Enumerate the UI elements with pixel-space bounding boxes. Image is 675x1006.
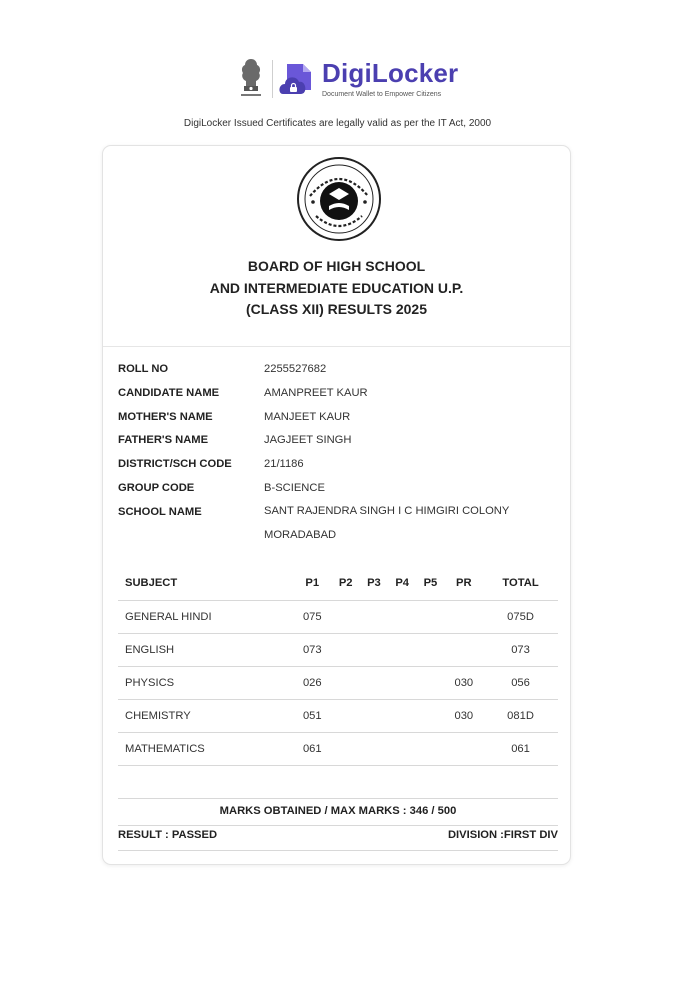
legal-note: DigiLocker Issued Certificates are legally valid as per the IT Act, 2000	[183, 118, 492, 129]
detail-value: B-SCIENCE	[264, 481, 325, 494]
subject-cell: MATHEMATICS	[118, 733, 293, 766]
national-emblem-icon	[235, 56, 267, 100]
detail-value: JAGJEET SINGH	[264, 434, 352, 447]
result-row	[118, 824, 558, 851]
detail-label: DISTRICT/SCH CODE	[118, 458, 232, 471]
detail-value: MANJEET KAUR	[264, 410, 351, 423]
brand-tagline: Document Wallet to Empower Citizens	[322, 91, 442, 98]
detail-value: 2255527682	[264, 363, 327, 375]
marks-cell	[332, 601, 360, 634]
total-cell: 081D	[483, 700, 558, 733]
board-title-line: AND INTERMEDIATE EDUCATION U.P.	[209, 279, 464, 296]
column-header: PR	[456, 577, 472, 589]
brand-name: DigiLocker	[322, 58, 459, 88]
subject-cell: ENGLISH	[118, 634, 293, 667]
certificate-card	[102, 145, 571, 865]
marks-cell: 030	[445, 700, 484, 733]
result-status: RESULT : PASSED	[118, 829, 218, 841]
marks-cell: 026	[293, 667, 332, 700]
marks-table	[118, 566, 558, 766]
detail-row-district-code	[118, 458, 558, 482]
marks-cell	[360, 700, 388, 733]
subject-cell: PHYSICS	[118, 667, 293, 700]
marks-cell: 075	[293, 601, 332, 634]
marks-cell	[445, 601, 484, 634]
certificate-header	[103, 146, 570, 347]
column-header: TOTAL	[502, 577, 539, 589]
marks-cell	[388, 733, 416, 766]
detail-label: ROLL NO	[118, 363, 169, 375]
marks-cell: 051	[293, 700, 332, 733]
marks-cell	[416, 700, 444, 733]
table-row	[118, 667, 558, 700]
table-row	[118, 733, 558, 766]
detail-row-roll-no	[118, 363, 558, 387]
detail-value: SANT RAJENDRA SINGH I C HIMGIRI COLONY MORADABAD	[264, 504, 510, 541]
total-cell: 056	[483, 667, 558, 700]
detail-value: 21/1186	[264, 458, 304, 471]
marks-cell	[332, 733, 360, 766]
column-header: P1	[305, 577, 320, 589]
detail-label: CANDIDATE NAME	[118, 386, 220, 399]
page-header	[0, 0, 675, 140]
detail-row-fathers-name	[118, 434, 558, 458]
marks-cell: 030	[445, 667, 484, 700]
marks-cell	[388, 667, 416, 700]
column-header: SUBJECT	[125, 577, 178, 589]
marks-cell	[445, 634, 484, 667]
logo-divider	[272, 60, 273, 98]
marks-cell	[445, 733, 484, 766]
marks-cell	[332, 700, 360, 733]
total-cell: 073	[483, 634, 558, 667]
detail-value: AMANPREET KAUR	[264, 386, 368, 399]
marks-header-row	[118, 566, 558, 601]
marks-cell	[388, 601, 416, 634]
table-row	[118, 634, 558, 667]
marks-cell	[332, 634, 360, 667]
board-seal-icon	[296, 156, 382, 242]
total-cell: 061	[483, 733, 558, 766]
candidate-details	[118, 363, 558, 554]
column-header: P3	[367, 577, 381, 589]
marks-cell	[332, 667, 360, 700]
detail-label: MOTHER'S NAME	[118, 410, 213, 423]
board-title	[103, 256, 570, 321]
marks-cell	[360, 733, 388, 766]
marks-cell	[360, 601, 388, 634]
marks-cell	[360, 634, 388, 667]
board-title-line: BOARD OF HIGH SCHOOL	[247, 258, 426, 274]
marks-cell	[360, 667, 388, 700]
detail-row-school-name	[118, 506, 558, 554]
marks-cell: 073	[293, 634, 332, 667]
marks-cell	[416, 733, 444, 766]
detail-label: SCHOOL NAME	[118, 505, 202, 518]
digilocker-logo-icon	[277, 60, 317, 100]
subject-cell: CHEMISTRY	[118, 700, 293, 733]
column-header: P5	[423, 577, 438, 589]
table-row	[118, 700, 558, 733]
detail-label: FATHER'S NAME	[118, 434, 209, 447]
detail-label: GROUP CODE	[118, 481, 195, 494]
marks-cell	[416, 601, 444, 634]
detail-row-mothers-name	[118, 411, 558, 435]
marks-cell	[416, 634, 444, 667]
subject-cell: GENERAL HINDI	[118, 601, 293, 634]
marks-cell	[388, 634, 416, 667]
column-header: P4	[395, 577, 410, 589]
marks-summary: MARKS OBTAINED / MAX MARKS : 346 / 500	[118, 798, 558, 826]
column-header: P2	[338, 577, 353, 589]
table-row	[118, 601, 558, 634]
marks-cell: 061	[293, 733, 332, 766]
total-cell: 075D	[483, 601, 558, 634]
division-status: DIVISION :FIRST DIV	[447, 829, 558, 841]
detail-row-candidate-name	[118, 387, 558, 411]
marks-cell	[388, 700, 416, 733]
board-title-line: (CLASS XII) RESULTS 2025	[245, 301, 427, 317]
marks-cell	[416, 667, 444, 700]
